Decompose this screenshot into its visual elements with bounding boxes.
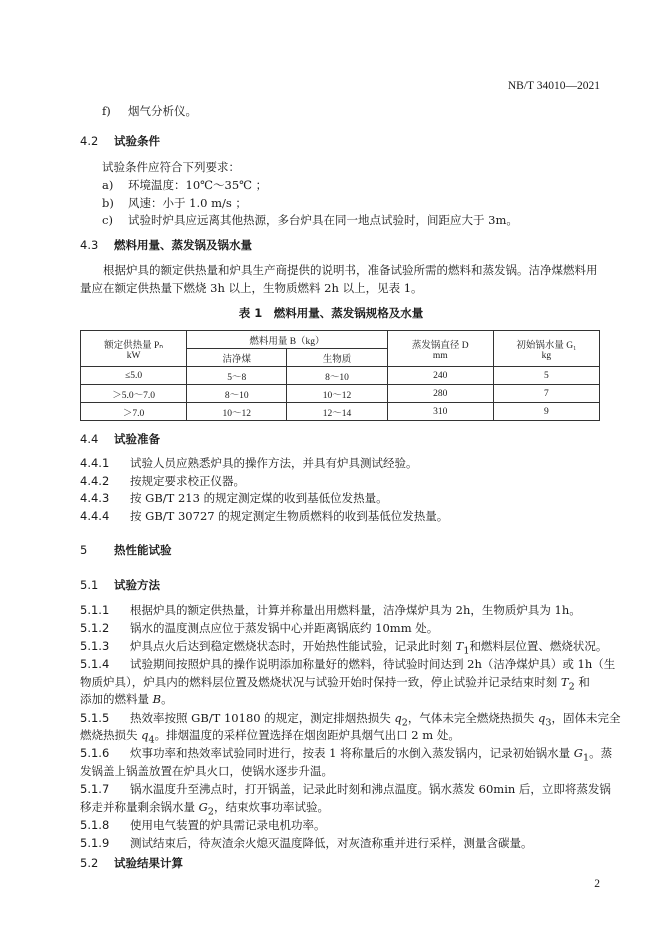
paragraph-intro: 试验条件应符合下列要求： (102, 160, 240, 174)
clause-number: 5.1.1 (80, 603, 110, 617)
var-q4: q (141, 728, 149, 742)
clause-5-1-9 (80, 836, 533, 850)
clause-5-1-4-line3 (80, 692, 173, 706)
list-item-text: 风速：小于 1.0 m/s ； (128, 196, 247, 210)
section-heading-4-3 (80, 238, 252, 252)
section-heading-4-2 (80, 134, 160, 148)
section-title: 试验结果计算 (114, 856, 183, 870)
standard-number: NB/T 34010—2021 (507, 80, 600, 92)
clause-5-1-7 (80, 782, 611, 796)
page-number: 2 (594, 878, 600, 890)
section-heading-4-4 (80, 432, 160, 446)
cell-power: ≤5.0 (81, 367, 187, 385)
table-header-cell (387, 331, 493, 367)
cell-bio: 8～10 (287, 367, 387, 385)
clause-text: 按 GB/T 213 的规定测定煤的收到基低位发热量。 (130, 491, 388, 505)
clause-text: 试验期间按照炉具的操作说明添加称量好的燃料，待试验时间达到 2h（洁净煤炉具）或 1h（生 (130, 657, 616, 671)
clause-text: 炊事功率和热效率试验同时进行，按表 1 将称量后的水倒入蒸发锅内，记录初始锅水量 (130, 746, 574, 760)
clause-text: 热效率按照 GB/T 10180 的规定，测定排烟热损失 (130, 711, 395, 725)
section-title: 试验准备 (114, 432, 160, 446)
var-b: B (152, 692, 162, 706)
list-item (102, 178, 267, 192)
clause-number: 4.4.1 (80, 456, 110, 470)
section-number: 5.2 (80, 856, 99, 870)
section-title: 热性能试验 (114, 543, 172, 557)
section-number: 4.2 (80, 134, 99, 148)
cell-coal: 10～12 (187, 403, 287, 421)
clause-5-1-7-line2 (80, 800, 329, 819)
clause-text: 炉具点火后达到稳定燃烧状态时，开始热性能试验，记录此时刻 (130, 639, 456, 653)
clause-number: 5.1.4 (80, 657, 110, 671)
table-row (81, 403, 600, 421)
clause-4-4-4 (80, 509, 448, 523)
clause-text: 试验人员应熟悉炉具的操作方法，并具有炉具测试经验。 (130, 456, 418, 470)
clause-text: 物质炉具），炉具内的燃料层位置及燃烧状况与试验开始时保持一致，停止试验并记录结束时刻 (80, 675, 561, 689)
list-item-label: f) (102, 104, 111, 118)
clause-text: ，结束炊事功率试验。 (213, 800, 329, 814)
clause-text: 移走并称量剩余锅水量 (80, 800, 199, 814)
clause-number: 4.4.4 (80, 509, 110, 523)
clause-text: ，固体未完全 (551, 711, 621, 725)
clause-number: 5.1.8 (80, 818, 110, 832)
clause-text: 。蒸 (589, 746, 613, 760)
clause-text: 。排烟温度的采样位置选择在烟囱距炉具烟气出口 2 m 处。 (154, 728, 460, 742)
section-heading-5 (80, 543, 172, 557)
clause-text: 使用电气装置的炉具需记录电机功率。 (130, 818, 326, 832)
table-caption: 表 1 燃料用量、蒸发锅规格及水量 (238, 306, 424, 320)
cell-diameter: 240 (387, 367, 493, 385)
cell-water: 5 (493, 367, 599, 385)
var-g2-sub: 2 (207, 806, 214, 818)
header-coal: 洁净煤 (187, 349, 287, 367)
clause-text: ，气体未完全燃烧热损失 (407, 711, 539, 725)
clause-text: 按 GB/T 30727 的规定测定生物质燃料的收到基低位发热量。 (130, 509, 449, 523)
clause-text: 和 (574, 675, 590, 689)
var-q3-sub: 3 (545, 717, 552, 729)
clause-5-1-2 (80, 621, 438, 635)
clause-number: 5.1.9 (80, 836, 110, 850)
clause-text: 测试结束后，待灰渣余火熄灭温度降低，对灰渣称重并进行采样，测量含碳量。 (130, 836, 533, 850)
cell-water: 9 (493, 403, 599, 421)
clause-5-1-8 (80, 818, 326, 832)
list-item-text: 试验时炉具应远离其他热源，多台炉具在同一地点试验时，间距应大于 3m。 (128, 213, 518, 227)
section-number: 5.1 (80, 578, 99, 592)
clause-number: 4.4.3 (80, 491, 110, 505)
list-item-label: a) (102, 178, 114, 192)
clause-number: 5.1.2 (80, 621, 110, 635)
clause-text: 燃烧热损失 (80, 728, 142, 742)
var-g1: G (573, 746, 583, 760)
list-item-text: 烟气分析仪。 (128, 104, 197, 118)
section-title: 试验方法 (114, 578, 160, 592)
clause-5-1-5-line2 (80, 728, 460, 747)
clause-4-4-2 (80, 474, 245, 488)
cell-power: ＞7.0 (81, 403, 187, 421)
var-q2-sub: 2 (401, 717, 408, 729)
clause-text: 添加的燃料量 (80, 692, 153, 706)
clause-5-1-4 (80, 657, 615, 671)
clause-text: 和燃料层位置、燃烧状况。 (469, 639, 608, 653)
clause-number: 5.1.3 (80, 639, 110, 653)
clause-text: 按规定要求校正仪器。 (130, 474, 245, 488)
header-diameter-unit: mm (432, 350, 448, 361)
table-header-row (81, 331, 600, 349)
clause-5-1-6 (80, 746, 612, 765)
clause-text: 锅水温度升至沸点时，打开锅盖，记录此时刻和沸点温度。锅水蒸发 60min 后，立即将蒸发锅 (130, 782, 611, 796)
var-q2: q (394, 711, 402, 725)
clause-text: 根据炉具的额定供热量，计算并称量出用燃料量，洁净煤炉具为 2h，生物质炉具为 1h。 (130, 603, 581, 617)
section-number: 4.3 (80, 238, 99, 252)
header-water-unit: kg (541, 350, 552, 361)
var-q4-sub: 4 (148, 734, 155, 746)
cell-bio: 10～12 (287, 385, 387, 403)
var-t2-sub: 2 (568, 681, 575, 693)
table-header-cell (493, 331, 599, 367)
clause-5-1-6-line2: 发锅盖上锅盖放置在炉具火口，使锅水逐步升温。 (80, 764, 333, 778)
header-water: 初始锅水量 G₁ (516, 340, 577, 351)
section-title: 试验条件 (114, 134, 160, 148)
clause-number: 5.1.6 (80, 746, 110, 760)
list-item-label: b) (102, 196, 114, 210)
clause-5-1-3 (80, 639, 607, 658)
section-heading-5-1 (80, 578, 160, 592)
header-fuel: 燃料用量 B（kg） (187, 331, 387, 349)
cell-diameter: 280 (387, 385, 493, 403)
list-item (102, 196, 247, 210)
table-row (81, 385, 600, 403)
cell-power: ＞5.0～7.0 (81, 385, 187, 403)
list-item-label: c) (102, 213, 113, 227)
cell-diameter: 310 (387, 403, 493, 421)
var-q3: q (538, 711, 546, 725)
section-number: 5 (80, 543, 88, 557)
header-power-unit: kW (126, 350, 141, 361)
var-t2: T (560, 675, 569, 689)
clause-text: 锅水的温度测点应位于蒸发锅中心并距离锅底约 10mm 处。 (130, 621, 439, 635)
clause-4-4-3 (80, 491, 388, 505)
list-item (102, 213, 518, 227)
cell-coal: 8～10 (187, 385, 287, 403)
clause-5-1-1 (80, 603, 581, 617)
var-t1: T (455, 639, 464, 653)
list-item (102, 104, 197, 118)
header-diameter: 蒸发锅直径 D (411, 340, 469, 351)
clause-number: 5.1.5 (80, 711, 110, 725)
fuel-table (80, 330, 600, 421)
section-heading-5-2 (80, 856, 183, 870)
list-item-text: 环境温度：10℃～35℃ ； (128, 178, 268, 192)
clause-4-4-1 (80, 456, 418, 470)
paragraph: 根据炉具的额定供热量和炉具生产商提供的说明书，准备试验所需的燃料和蒸发锅。洁净煤燃料用量应在额定供热量下燃烧 3h 以上，生物质燃料 2h 以上，见表 1。 (80, 263, 598, 295)
header-power: 额定供热量 Pₙ (104, 340, 164, 351)
cell-coal: 5～8 (187, 367, 287, 385)
var-g2: G (198, 800, 208, 814)
cell-water: 7 (493, 385, 599, 403)
clause-number: 5.1.7 (80, 782, 110, 796)
var-t1-sub: 1 (463, 645, 470, 657)
cell-bio: 12～14 (287, 403, 387, 421)
var-g1-sub: 1 (582, 752, 590, 764)
table-row (81, 367, 600, 385)
header-bio: 生物质 (287, 349, 387, 367)
table-header-cell (81, 331, 187, 367)
clause-number: 4.4.2 (80, 474, 110, 488)
section-title: 燃料用量、蒸发锅及锅水量 (114, 238, 252, 252)
section-number: 4.4 (80, 432, 99, 446)
clause-text: 。 (161, 692, 173, 706)
